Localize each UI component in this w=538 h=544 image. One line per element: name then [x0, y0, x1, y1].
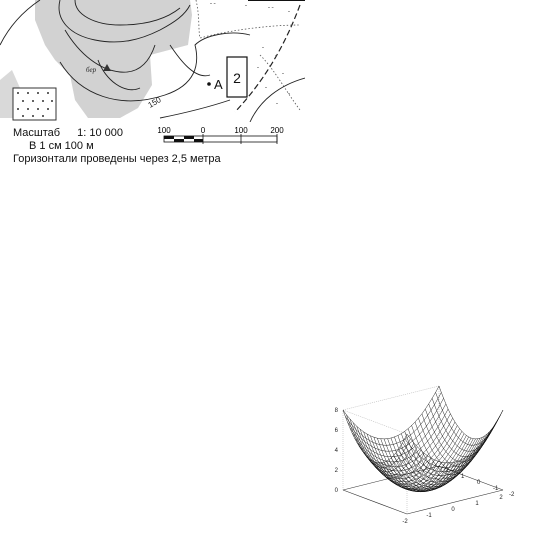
z-tick-label: 0: [334, 488, 338, 494]
y-tick-label: 1: [461, 474, 465, 480]
scale-value: 1: 10 000: [77, 127, 123, 139]
svg-text:ˇ: ˇ: [245, 6, 247, 12]
x-tick-label: 0: [451, 507, 455, 513]
svg-text:ˇ: ˇ: [275, 56, 277, 62]
cm-note: В 1 см 100 м: [29, 140, 94, 152]
plot-box-edge: [343, 490, 407, 514]
contour-value-label: 150: [146, 95, 163, 110]
scale-tick-label: 0: [200, 126, 206, 135]
mesh-line: [415, 422, 479, 475]
y-tick-label: -1: [493, 486, 499, 492]
scale-tick-label: 100: [234, 126, 248, 135]
linear-scale-bar: [155, 124, 285, 148]
svg-text:ˇ: ˇ: [288, 12, 290, 18]
y-tick-label: 2: [445, 468, 449, 474]
mesh-line: [348, 398, 444, 451]
mesh-line: [436, 392, 500, 445]
surface-plot: [315, 372, 530, 534]
topographic-map: [0, 0, 305, 122]
scale-tick-label: 100: [157, 126, 171, 135]
x-tick-label: -2: [402, 519, 408, 525]
svg-text:ˇ: ˇ: [262, 48, 264, 54]
contour-interval-note: Горизонтали проведены через 2,5 метра: [13, 153, 221, 165]
mesh-line: [439, 386, 503, 439]
svg-text:ˇ ˇ: ˇ ˇ: [210, 4, 216, 10]
x-tick-label: 2: [499, 495, 503, 501]
x-tick-label: -1: [426, 513, 432, 519]
svg-text:ˇ ˇ: ˇ ˇ: [268, 8, 274, 14]
z-tick-label: 8: [334, 408, 338, 414]
point-a-label: A: [214, 77, 223, 92]
z-tick-label: 4: [334, 448, 338, 454]
paraboloid-mesh: [343, 386, 503, 492]
svg-text:ˇ: ˇ: [282, 74, 284, 80]
sheet-number-label: 2: [233, 70, 241, 86]
svg-text:ˇ: ˇ: [265, 88, 267, 94]
plot-box-edge: [407, 490, 503, 514]
mesh-line: [432, 398, 496, 451]
x-tick-label: 1: [475, 501, 479, 507]
z-tick-label: 2: [334, 468, 338, 474]
svg-text:ˇ: ˇ: [276, 104, 278, 110]
svg-text:ˇ: ˇ: [257, 68, 259, 74]
plot-grid-line: [343, 386, 439, 410]
axis-tick-labels: [335, 408, 515, 525]
svg-text:ˇ: ˇ: [288, 94, 290, 100]
y-tick-label: -2: [509, 492, 515, 498]
y-tick-label: 0: [477, 480, 481, 486]
orchard-area: [13, 88, 56, 120]
point-a-marker: [207, 82, 211, 86]
place-label: бер: [86, 66, 97, 74]
scale-label: Масштаб: [13, 127, 61, 139]
scale-tick-label: 200: [270, 126, 284, 135]
z-tick-label: 6: [334, 428, 338, 434]
